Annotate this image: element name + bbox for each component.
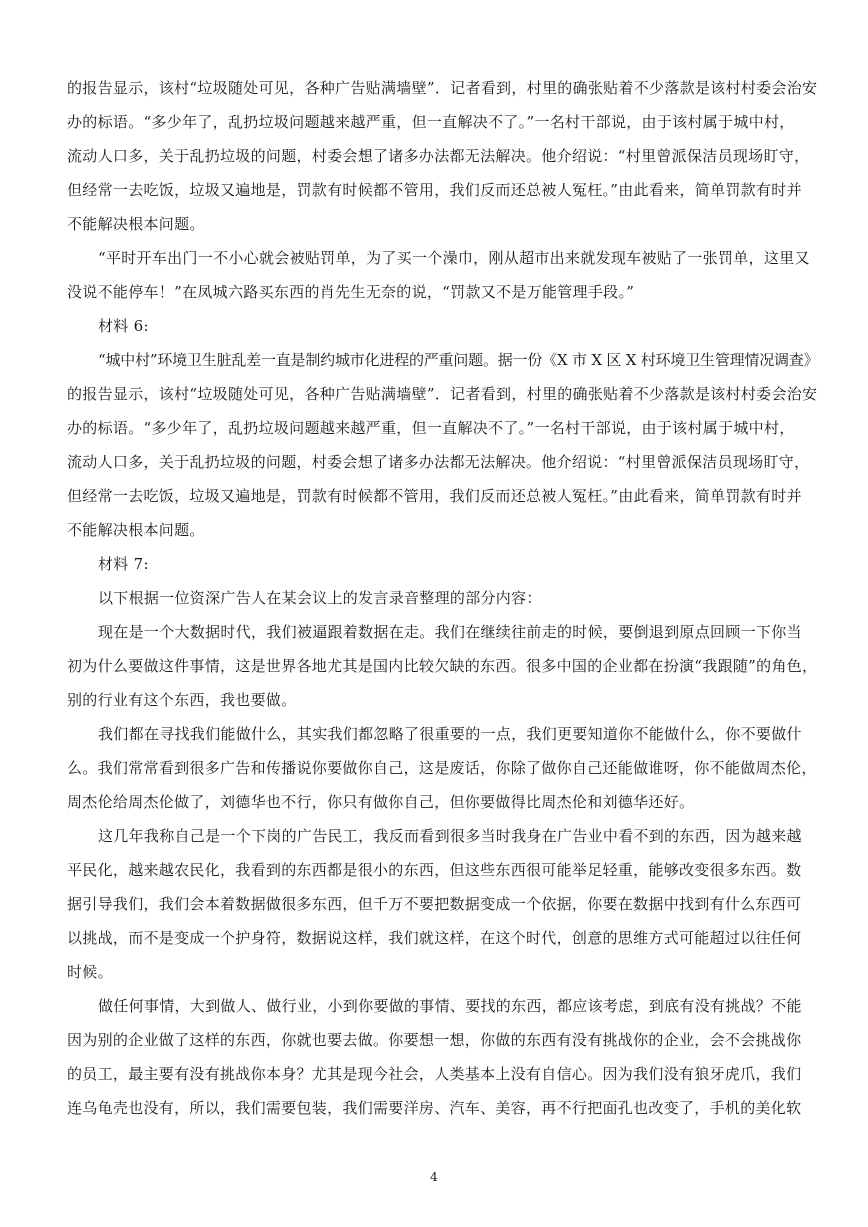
text-line: 别的行业有这个东西，我也要做。 [67, 691, 297, 709]
material-heading: 材料 6: [98, 317, 149, 335]
text-line: 周杰伦给周杰伦做了，刘德华也不行，你只有做你自己，但你要做得比周杰伦和刘德华还好。 [67, 793, 695, 811]
text-line: 的报告显示，该村“垃圾随处可见，各种广告贴满墙壁”．记者看到，村里的确张贴着不少落款是该村村委会治安 [67, 79, 818, 97]
text-line: 现在是一个大数据时代，我们被逼跟着数据在走。我们在继续往前走的时候，要倒退到原点回顾一下你当 [98, 623, 802, 641]
text-line: 但经常一去吃饭，垃圾又遍地是，罚款有时候都不管用，我们反而还总被人冤枉。”由此看来，简单罚款有时并 [67, 487, 802, 505]
text-line: 初为什么要做这件事情，这是世界各地尤其是国内比较欠缺的东西。很多中国的企业都在扮演“我跟随”的角色， [67, 657, 818, 675]
text-line: 不能解决根本问题。 [67, 215, 205, 233]
text-line: 的报告显示，该村“垃圾随处可见，各种广告贴满墙壁”．记者看到，村里的确张贴着不少落款是该村村委会治安 [67, 385, 818, 403]
text-line: 没说不能停车！”在凤城六路买东西的肖先生无奈的说，“罚款又不是万能管理手段。” [67, 283, 635, 301]
text-line: 办的标语。“多少年了，乱扔垃圾问题越来越严重，但一直解决不了。”一名村干部说，由于该村属于城中村， [67, 419, 795, 437]
text-line: 因为别的企业做了这样的东西，你就也要去做。你要想一想，你做的东西有没有挑战你的企业，会不会挑战你 [67, 1031, 802, 1049]
text-line: 的员工，最主要有没有挑战你本身？尤其是现今社会，人类基本上没有自信心。因为我们没有狼牙虎爪，我们 [67, 1065, 802, 1083]
text-line: 么。我们常常看到很多广告和传播说你要做你自己，这是废话，你除了做你自己还能做谁呀，你不能做周杰伦， [67, 759, 817, 777]
text-line: 做任何事情，大到做人、做行业，小到你要做的事情、要找的东西，都应该考虑，到底有没有挑战？不能 [98, 997, 802, 1015]
text-line: “城中村”环境卫生脏乱差一直是制约城市化进程的严重问题。据一份《X 市 X 区 X 村环境卫生管理情况调查》 [98, 351, 819, 369]
text-line: 办的标语。“多少年了，乱扔垃圾问题越来越严重，但一直解决不了。”一名村干部说，由于该村属于城中村， [67, 113, 795, 131]
text-line: 时候。 [67, 963, 113, 981]
text-line: 平民化，越来越农民化，我看到的东西都是很小的东西，但这些东西很可能举足轻重，能够改变很多东西。数 [67, 861, 802, 879]
text-line: 不能解决根本问题。 [67, 521, 205, 539]
text-line: 流动人口多，关于乱扔垃圾的问题，村委会想了诸多办法都无法解决。他介绍说：“村里曾派保洁员现场盯守， [67, 453, 810, 471]
text-line: 据引导我们，我们会本着数据做很多东西，但千万不要把数据变成一个依据，你要在数据中找到有什么东西可 [67, 895, 802, 913]
text-line: 以挑战，而不是变成一个护身符，数据说这样，我们就这样，在这个时代，创意的思维方式可能超过以往任何 [67, 929, 802, 947]
page-number: 4 [430, 1170, 438, 1184]
text-line: 流动人口多，关于乱扔垃圾的问题，村委会想了诸多办法都无法解决。他介绍说：“村里曾派保洁员现场盯守， [67, 147, 810, 165]
text-line: 我们都在寻找我们能做什么，其实我们都忽略了很重要的一点，我们更要知道你不能做什么，你不要做什 [98, 725, 802, 743]
text-line: “平时开车出门一不小心就会被贴罚单，为了买一个澡巾，刚从超市出来就发现车被贴了一张罚单，这里又 [98, 249, 810, 267]
text-line: 以下根据一位资深广告人在某会议上的发言录音整理的部分内容： [98, 589, 542, 607]
text-line: 但经常一去吃饭，垃圾又遍地是，罚款有时候都不管用，我们反而还总被人冤枉。”由此看来，简单罚款有时并 [67, 181, 802, 199]
text-line: 连乌龟壳也没有，所以，我们需要包装，我们需要洋房、汽车、美容，再不行把面孔也改变了，手机的美化软 [67, 1099, 802, 1117]
material-heading: 材料 7: [98, 555, 149, 573]
text-line: 这几年我称自己是一个下岗的广告民工，我反而看到很多当时我身在广告业中看不到的东西，因为越来越 [98, 827, 802, 845]
